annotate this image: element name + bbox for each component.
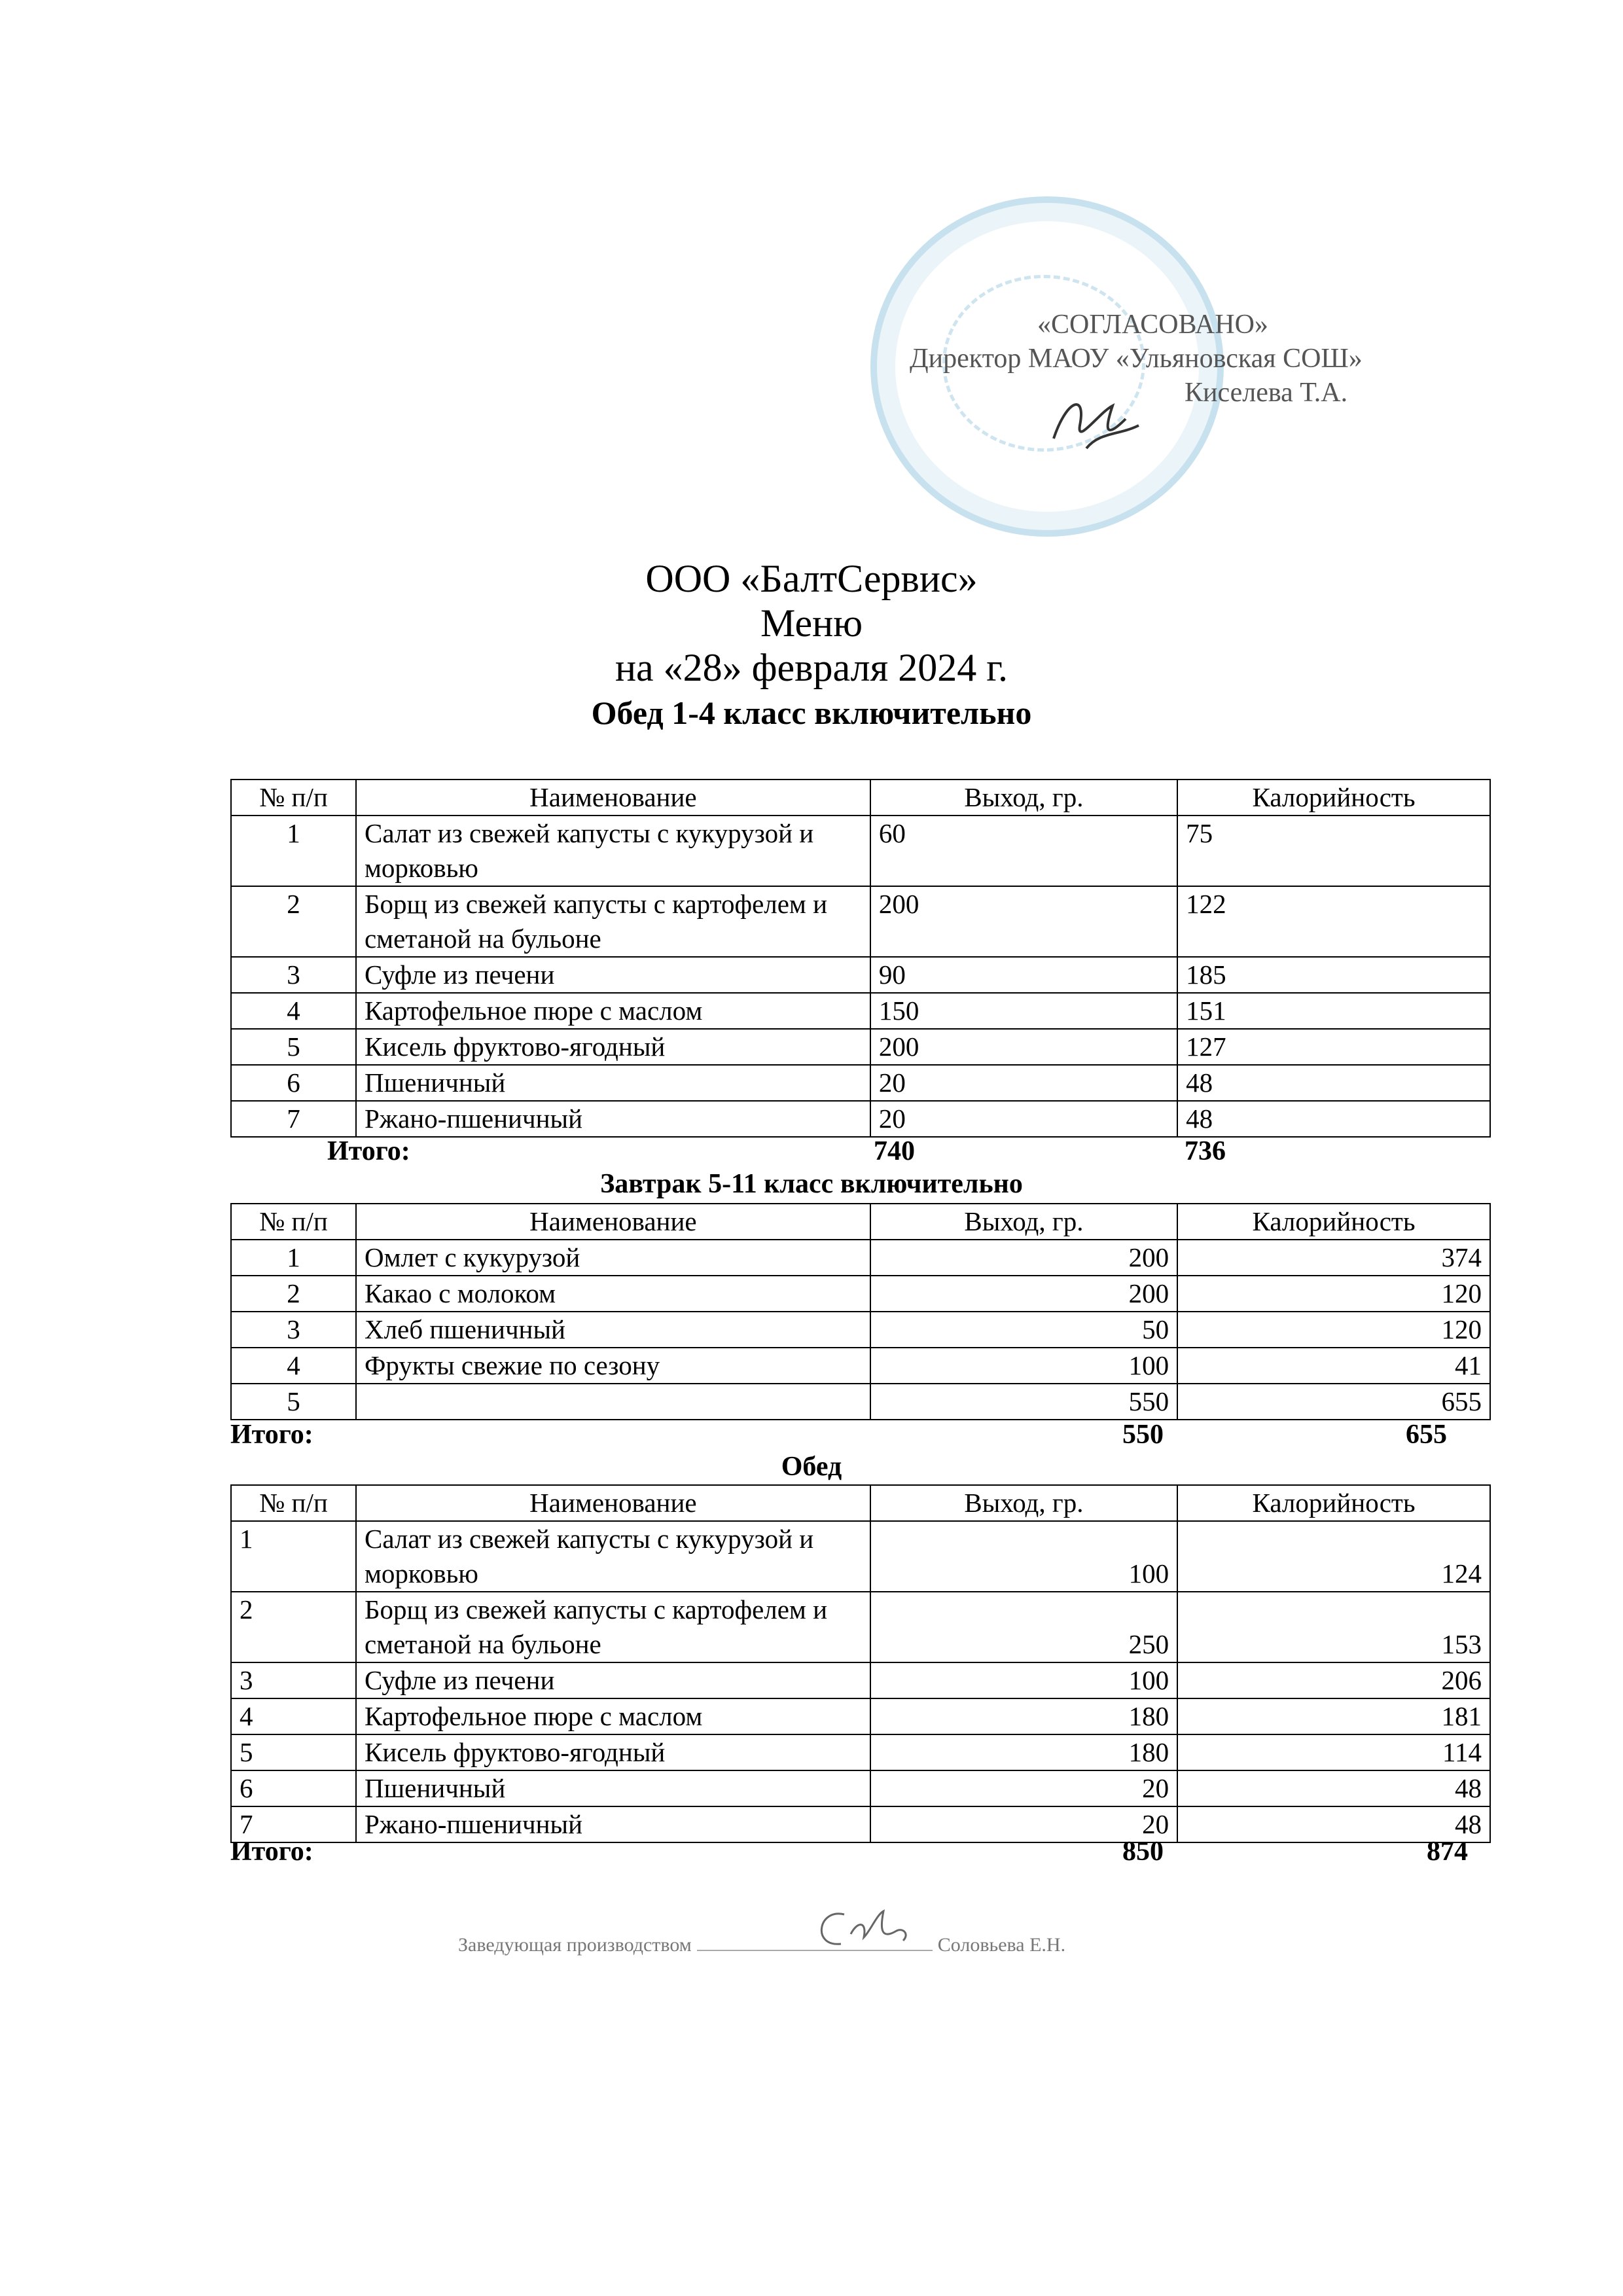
cell-name: Ржано-пшеничный <box>356 1806 870 1842</box>
total-label-1: Итого: <box>327 1136 410 1166</box>
cell-calories: 75 <box>1177 816 1490 886</box>
manager-signature <box>805 1901 916 1960</box>
table-row <box>231 1698 1490 1734</box>
table-row <box>231 1312 1490 1348</box>
cell-yield: 200 <box>870 1029 1177 1065</box>
cell-name <box>356 1384 870 1420</box>
cell-yield: 200 <box>870 1240 1177 1276</box>
cell-num: 7 <box>231 1101 356 1137</box>
section-title-lunch: Обед <box>781 1452 842 1482</box>
cell-yield: 100 <box>870 1521 1177 1592</box>
table-row <box>231 1101 1490 1137</box>
cell-name: Суфле из печени <box>356 957 870 993</box>
cell-num: 7 <box>231 1806 356 1842</box>
cell-yield: 150 <box>870 993 1177 1029</box>
cell-name: Картофельное пюре с маслом <box>356 1698 870 1734</box>
cell-calories: 114 <box>1177 1734 1490 1770</box>
table-row <box>231 1592 1490 1662</box>
cell-yield: 20 <box>870 1101 1177 1137</box>
cell-calories: 127 <box>1177 1029 1490 1065</box>
col-yield: Выход, гр. <box>870 780 1177 816</box>
organization-name: ООО «БалтСервис» <box>645 557 978 600</box>
cell-calories: 48 <box>1177 1101 1490 1137</box>
cell-yield: 20 <box>870 1065 1177 1101</box>
table-row <box>231 1348 1490 1384</box>
cell-num: 5 <box>231 1384 356 1420</box>
col-calories: Калорийность <box>1177 1485 1490 1521</box>
cell-calories: 124 <box>1177 1521 1490 1592</box>
table-row <box>231 1806 1490 1842</box>
cell-name: Пшеничный <box>356 1770 870 1806</box>
col-num: № п/п <box>231 1485 356 1521</box>
cell-calories: 206 <box>1177 1662 1490 1698</box>
cell-yield: 200 <box>870 886 1177 957</box>
production-manager-signature-line <box>458 1934 1065 1956</box>
table-row <box>231 1770 1490 1806</box>
cell-calories: 122 <box>1177 886 1490 957</box>
col-name: Наименование <box>356 1485 870 1521</box>
approval-position: Директор МАОУ «Ульяновская СОШ» <box>910 344 1363 374</box>
menu-table-lunch-1-4 <box>230 779 1491 1138</box>
table-row <box>231 993 1490 1029</box>
table-row <box>231 1734 1490 1770</box>
cell-name: Суфле из печени <box>356 1662 870 1698</box>
total-label-3: Итого: <box>230 1837 313 1867</box>
table-row <box>231 1521 1490 1592</box>
total-calories-2: 655 <box>1406 1420 1447 1450</box>
cell-num: 3 <box>231 1662 356 1698</box>
total-label-2: Итого: <box>230 1420 313 1450</box>
total-yield-1: 740 <box>874 1136 915 1166</box>
table-row <box>231 816 1490 886</box>
menu-date: на «28» февраля 2024 г. <box>615 646 1008 689</box>
menu-title: Меню <box>760 601 863 645</box>
table-row <box>231 957 1490 993</box>
cell-num: 1 <box>231 816 356 886</box>
cell-name: Пшеничный <box>356 1065 870 1101</box>
cell-name: Салат из свежей капусты с кукурузой и морковью <box>356 1521 870 1592</box>
table-row <box>231 1384 1490 1420</box>
menu-table-lunch <box>230 1484 1491 1843</box>
cell-yield: 50 <box>870 1312 1177 1348</box>
cell-calories: 151 <box>1177 993 1490 1029</box>
cell-calories: 48 <box>1177 1065 1490 1101</box>
cell-num: 6 <box>231 1770 356 1806</box>
cell-name: Борщ из свежей капусты с картофелем и сметаной на бульоне <box>356 1592 870 1662</box>
section-title-breakfast-5-11: Завтрак 5-11 класс включительно <box>600 1169 1023 1199</box>
cell-num: 5 <box>231 1029 356 1065</box>
cell-yield: 100 <box>870 1662 1177 1698</box>
cell-name: Омлет с кукурузой <box>356 1240 870 1276</box>
cell-name: Кисель фруктово-ягодный <box>356 1734 870 1770</box>
footer-position: Заведующая производством <box>458 1934 692 1956</box>
cell-calories: 374 <box>1177 1240 1490 1276</box>
col-yield: Выход, гр. <box>870 1204 1177 1240</box>
table-row <box>231 886 1490 957</box>
cell-num: 2 <box>231 886 356 957</box>
cell-name: Ржано-пшеничный <box>356 1101 870 1137</box>
cell-yield: 200 <box>870 1276 1177 1312</box>
cell-num: 6 <box>231 1065 356 1101</box>
col-num: № п/п <box>231 1204 356 1240</box>
cell-yield: 180 <box>870 1698 1177 1734</box>
cell-num: 1 <box>231 1240 356 1276</box>
cell-calories: 120 <box>1177 1312 1490 1348</box>
cell-name: Хлеб пшеничный <box>356 1312 870 1348</box>
cell-name: Фрукты свежие по сезону <box>356 1348 870 1384</box>
footer-name: Соловьева Е.Н. <box>937 1934 1066 1956</box>
cell-name: Борщ из свежей капусты с картофелем и сметаной на бульоне <box>356 886 870 957</box>
cell-name: Картофельное пюре с маслом <box>356 993 870 1029</box>
cell-num: 2 <box>231 1592 356 1662</box>
cell-yield: 20 <box>870 1770 1177 1806</box>
cell-calories: 48 <box>1177 1770 1490 1806</box>
director-signature <box>1041 386 1145 458</box>
cell-calories: 185 <box>1177 957 1490 993</box>
cell-calories: 181 <box>1177 1698 1490 1734</box>
cell-yield: 250 <box>870 1592 1177 1662</box>
cell-num: 4 <box>231 1348 356 1384</box>
total-yield-2: 550 <box>1122 1420 1164 1450</box>
document-header <box>0 556 1623 733</box>
col-name: Наименование <box>356 780 870 816</box>
cell-yield: 180 <box>870 1734 1177 1770</box>
cell-num: 1 <box>231 1521 356 1592</box>
cell-calories: 48 <box>1177 1806 1490 1842</box>
table-row <box>231 1065 1490 1101</box>
approval-name: Киселева Т.А. <box>1185 378 1348 408</box>
cell-yield: 90 <box>870 957 1177 993</box>
cell-yield: 60 <box>870 816 1177 886</box>
col-calories: Калорийность <box>1177 1204 1490 1240</box>
table-row <box>231 1276 1490 1312</box>
table-header-row <box>231 1204 1490 1240</box>
table-header-row <box>231 780 1490 816</box>
cell-num: 2 <box>231 1276 356 1312</box>
approval-title: «СОГЛАСОВАНО» <box>1037 310 1268 340</box>
table-header-row <box>231 1485 1490 1521</box>
col-calories: Калорийность <box>1177 780 1490 816</box>
total-calories-3: 874 <box>1427 1837 1468 1867</box>
total-yield-3: 850 <box>1122 1837 1164 1867</box>
cell-yield: 20 <box>870 1806 1177 1842</box>
cell-num: 3 <box>231 957 356 993</box>
menu-table-breakfast-5-11 <box>230 1203 1491 1420</box>
cell-yield: 100 <box>870 1348 1177 1384</box>
cell-num: 4 <box>231 1698 356 1734</box>
cell-calories: 41 <box>1177 1348 1490 1384</box>
col-num: № п/п <box>231 780 356 816</box>
table-row <box>231 1662 1490 1698</box>
cell-num: 5 <box>231 1734 356 1770</box>
col-name: Наименование <box>356 1204 870 1240</box>
cell-num: 4 <box>231 993 356 1029</box>
cell-name: Салат из свежей капусты с кукурузой и морковью <box>356 816 870 886</box>
cell-yield: 550 <box>870 1384 1177 1420</box>
table-row <box>231 1240 1490 1276</box>
cell-name: Какао с молоком <box>356 1276 870 1312</box>
cell-calories: 153 <box>1177 1592 1490 1662</box>
cell-calories: 655 <box>1177 1384 1490 1420</box>
total-calories-1: 736 <box>1185 1136 1226 1166</box>
cell-num: 3 <box>231 1312 356 1348</box>
table-row <box>231 1029 1490 1065</box>
cell-name: Кисель фруктово-ягодный <box>356 1029 870 1065</box>
cell-calories: 120 <box>1177 1276 1490 1312</box>
section-title-lunch-1-4: Обед 1-4 класс включительно <box>591 694 1032 731</box>
col-yield: Выход, гр. <box>870 1485 1177 1521</box>
approval-block <box>910 308 1459 410</box>
